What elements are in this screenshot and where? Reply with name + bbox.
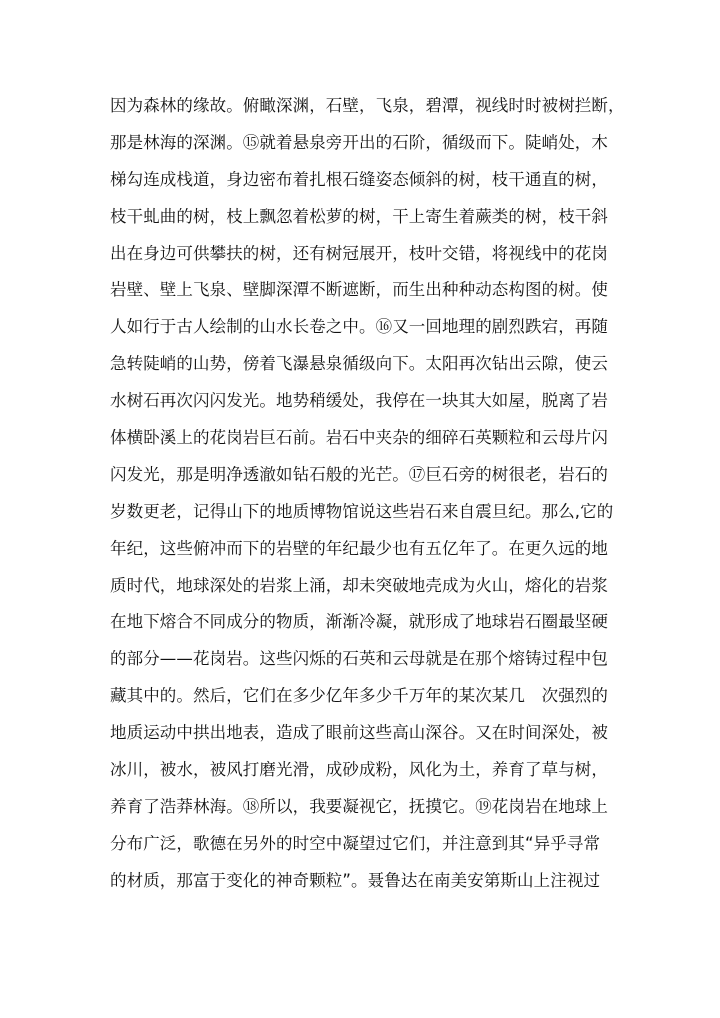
text-line: 岩壁、壁上飞泉、壁脚深潭不断遮断，而生出种种动态构图的树。使	[110, 280, 608, 300]
text-line: 质时代，地球深处的岩浆上涌，却未突破地壳成为火山，熔化的岩浆	[110, 575, 608, 595]
text-line: 梯勾连成栈道，身边密布着扎根石缝姿态倾斜的树，枝干通直的树，	[110, 169, 608, 189]
text-line: 体横卧溪上的花岗岩巨石前。岩石中夹杂的细碎石英颗粒和云母片闪	[110, 428, 608, 448]
text-line: 分布广泛，歌德在另外的时空中凝望过它们，并注意到其“异乎寻常	[110, 833, 601, 853]
text-line: 岁数更老，记得山下的地质博物馆说这些岩石来自震旦纪。那么,它的	[110, 501, 614, 521]
text-line: 枝干虬曲的树，枝上飘忽着松萝的树，干上寄生着蕨类的树，枝干斜	[110, 206, 608, 226]
text-line: 在地下熔合不同成分的物质，渐渐冷凝，就形成了地球岩石圈最坚硬	[110, 612, 608, 632]
text-line: 急转陡峭的山势，傍着飞瀑悬泉循级向下。太阳再次钻出云隙，使云	[110, 354, 608, 374]
text-line: 人如行于古人绘制的山水长卷之中。⑯又一回地理的剧烈跌宕，再随	[110, 317, 608, 337]
text-line: 的材质，那富于变化的神奇颗粒”。聂鲁达在南美安第斯山上注视过	[110, 870, 601, 890]
text-line: 因为森林的缘故。俯瞰深渊，石壁，飞泉，碧潭，视线时时被树拦断，	[110, 96, 625, 115]
body-text	[110, 88, 630, 900]
text-line: 的部分——花岗岩。这些闪烁的石英和云母就是在那个熔铸过程中包	[110, 649, 608, 669]
text-line: 水树石再次闪闪发光。地势稍缓处，我停在一块其大如屋，脱离了岩	[110, 391, 608, 411]
text-line: 养育了浩莽林海。⑱所以，我要凝视它，抚摸它。⑲花岗岩在地球上	[110, 796, 608, 816]
text-line: 年纪，这些俯冲而下的岩壁的年纪最少也有五亿年了。在更久远的地	[110, 538, 608, 558]
text-line: 出在身边可供攀扶的树，还有树冠展开，枝叶交错，将视线中的花岗	[110, 243, 608, 263]
text-line: 藏其中的。然后，它们在多少亿年多少千万年的某次某几 次强烈的	[110, 686, 608, 706]
text-line: 那是林海的深渊。⑮就着悬泉旁开出的石阶，循级而下。陡峭处，木	[110, 132, 608, 152]
text-line: 地质运动中拱出地表，造成了眼前这些高山深谷。又在时间深处，被	[110, 723, 608, 743]
text-line: 闪发光，那是明净透澈如钻石般的光芒。⑰巨石旁的树很老，岩石的	[110, 464, 608, 484]
text-line: 冰川，被水，被风打磨光滑，成砂成粉，风化为土，养育了草与树，	[110, 760, 608, 780]
